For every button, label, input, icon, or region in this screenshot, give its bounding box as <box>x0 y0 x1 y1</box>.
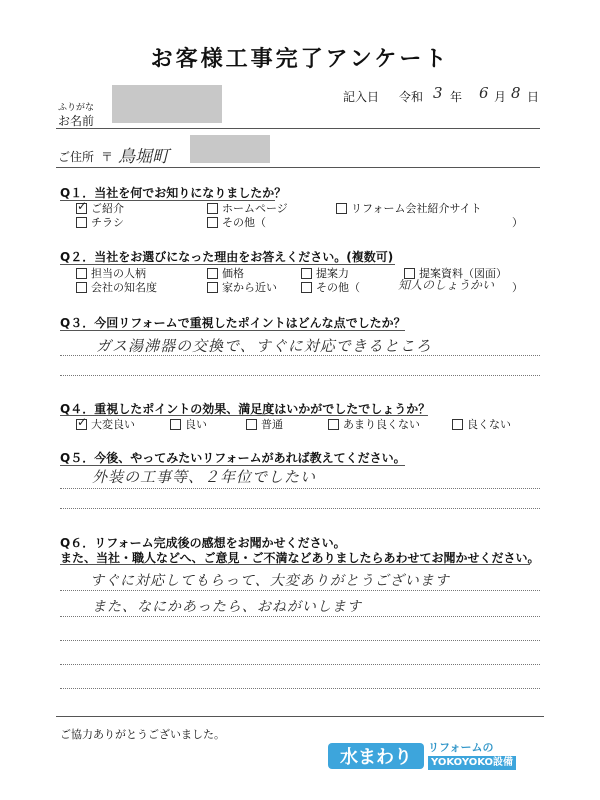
thanks-text: ご協力ありがとうございました。 <box>60 728 225 741</box>
checkbox[interactable] <box>301 268 312 279</box>
logo-sub-text: YOKOYOKO設備 <box>428 756 516 770</box>
q6-answer-line: また、なにかあったら、おねがいします <box>92 599 362 615</box>
checkbox[interactable] <box>452 419 463 430</box>
q4-question: Q４．重視したポイントの効果、満足度はいかがでしたでしょうか？ <box>60 402 431 416</box>
month-value: 6 <box>479 84 489 102</box>
q4-option[interactable]: 良い <box>170 416 207 432</box>
q1-option[interactable]: チラシ <box>76 214 124 230</box>
entry-date-label: 記入日 <box>343 90 380 104</box>
checkbox[interactable] <box>76 203 87 214</box>
day-value: 8 <box>511 84 521 102</box>
answer-line <box>60 375 540 376</box>
q4-option[interactable]: あまり良くない <box>328 416 420 432</box>
address-value: 鳥堀町 <box>118 147 169 167</box>
address-label: ご住所 <box>58 150 95 164</box>
q5-question: Q５．今後、やってみたいリフォームがあれば教えてください。 <box>60 451 406 465</box>
q1-option[interactable]: リフォーム会社紹介サイト <box>336 200 482 216</box>
q2-paren-close: ） <box>512 281 523 294</box>
answer-line <box>60 355 540 356</box>
answer-line <box>60 616 540 617</box>
year-value: 3 <box>433 84 443 102</box>
checkbox[interactable] <box>207 217 218 228</box>
q3-answer: ガス湯沸器の交換で、すぐに対応できるところ <box>96 337 432 355</box>
checkbox[interactable] <box>207 282 218 293</box>
redacted-name <box>112 85 222 123</box>
q2-option[interactable]: その他（ <box>301 279 360 295</box>
q4-option[interactable]: ✓ 大変良い <box>76 416 135 432</box>
answer-line <box>60 488 540 489</box>
q4-option[interactable]: 普通 <box>246 416 283 432</box>
postal-mark: 〒 <box>101 150 114 164</box>
page-title: お客様工事完了アンケート <box>150 47 450 72</box>
checkbox[interactable] <box>301 282 312 293</box>
q2-other-answer: 知人のしょうかい <box>398 278 495 292</box>
checkbox[interactable] <box>170 419 181 430</box>
era-label: 令和 <box>399 90 424 104</box>
answer-line <box>60 688 540 689</box>
q3-underline <box>60 330 405 331</box>
q1-option[interactable]: ✓ ご紹介 <box>76 200 124 216</box>
q3-question: Q３．今回リフォームで重視したポイントはどんな点でしたか？ <box>60 316 406 330</box>
q1-question: Q１．当社を何でお知りになりましたか？ <box>60 186 287 200</box>
q1-option[interactable]: その他（ <box>207 214 266 230</box>
checkbox[interactable] <box>76 268 87 279</box>
q1-paren-close: ） <box>512 216 523 229</box>
answer-line <box>60 508 540 509</box>
name-label: お名前 <box>58 114 95 128</box>
address-underline <box>56 167 540 168</box>
answer-line <box>60 640 540 641</box>
q2-option[interactable]: 提案力 <box>301 265 349 281</box>
q1-option[interactable]: ホームページ <box>207 200 288 216</box>
q6-underline <box>60 564 530 565</box>
q5-answer: 外装の工事等、２年位でしたい <box>92 468 317 486</box>
q2-option[interactable]: 担当の人柄 <box>76 265 146 281</box>
redacted-address <box>190 135 270 163</box>
footer-divider <box>56 716 544 717</box>
checkbox[interactable] <box>207 203 218 214</box>
q2-option[interactable]: 提案資料（図面） <box>404 265 507 281</box>
year-unit: 年 <box>450 90 463 104</box>
furigana-label: ふりがな <box>58 103 95 113</box>
answer-line <box>60 664 540 665</box>
name-underline <box>56 128 540 129</box>
q2-question: Q２．当社をお選びになった理由をお答えください。(複数可) <box>60 250 394 264</box>
q2-option[interactable]: 価格 <box>207 265 244 281</box>
checkbox[interactable] <box>207 268 218 279</box>
checkbox[interactable] <box>76 282 87 293</box>
day-unit: 日 <box>527 90 540 104</box>
checkbox[interactable] <box>328 419 339 430</box>
q2-option[interactable]: 家から近い <box>207 279 277 295</box>
company-logo: 水まわり <box>328 743 424 769</box>
month-unit: 月 <box>494 90 507 104</box>
checkbox[interactable] <box>76 419 87 430</box>
q6-sub: また、当社・職人などへ、ご意見・ご不満などありましたらあわせてお聞かせください。 <box>60 551 540 565</box>
checkbox[interactable] <box>76 217 87 228</box>
q4-option[interactable]: 良くない <box>452 416 511 432</box>
checkbox[interactable] <box>246 419 257 430</box>
q6-answer-line: すぐに対応してもらって、大変ありがとうございます <box>90 573 450 589</box>
checkbox[interactable] <box>336 203 347 214</box>
q6-question: Q６．リフォーム完成後の感想をお聞かせください。 <box>60 536 346 550</box>
answer-line <box>60 590 540 591</box>
q2-option[interactable]: 会社の知名度 <box>76 279 157 295</box>
logo-top-text: リフォームの <box>428 741 494 754</box>
company-logo-text <box>428 741 558 770</box>
